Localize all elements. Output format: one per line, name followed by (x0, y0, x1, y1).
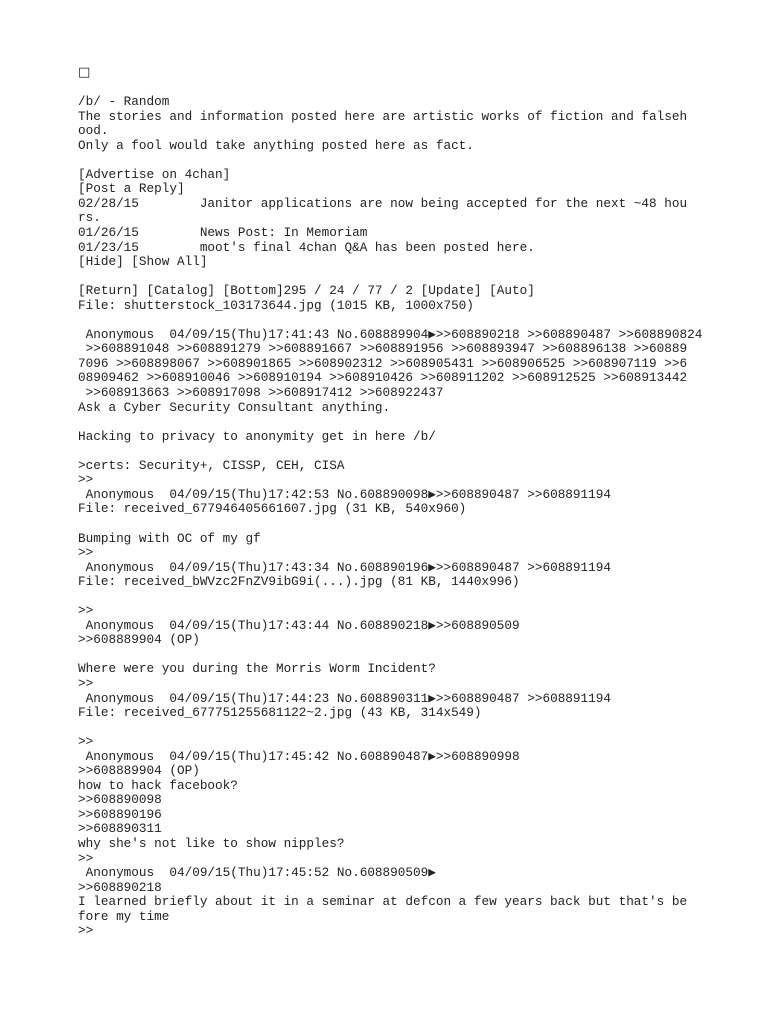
text-line: ood. (78, 123, 109, 139)
text-line: Only a fool would take anything posted here as fact. (78, 137, 474, 153)
text-line: [Post a Reply] (78, 181, 185, 197)
text-line: rs. (78, 210, 101, 226)
text-line: >>608890218 (78, 879, 162, 895)
text-line: >>608890311 (78, 821, 162, 837)
text-line: >> (78, 734, 94, 750)
text-line: 02/28/15 Janitor applications are now being accepted for the next ~48 hou (78, 195, 688, 211)
thread-text (78, 66, 758, 939)
text-line: >certs: Security+, CISSP, CEH, CISA (78, 457, 345, 473)
text-line: [Advertise on 4chan] (78, 166, 231, 182)
text-line: fore my time (78, 908, 170, 924)
text-line (78, 313, 758, 328)
text-line: >> (78, 545, 94, 561)
text-line: >>608889904 (OP) (78, 763, 200, 779)
missing-glyph-icon: □ (78, 65, 91, 80)
text-line (78, 517, 758, 532)
text-line: >>608891048 >>608891279 >>608891667 >>608891956 >>608893947 >>608896138 >>60889 (78, 341, 688, 357)
text-line: Anonymous 04/09/15(Thu)17:41:43 No.608889904▶>>608890218 >>608890487 >>608890824 (78, 326, 703, 342)
text-line (78, 270, 758, 285)
text-line: I learned briefly about it in a seminar at defcon a few years back but that's be (78, 894, 688, 910)
text-line: why she's not like to show nipples? (78, 835, 345, 851)
text-line: [Hide] [Show All] (78, 254, 208, 270)
text-line (78, 153, 758, 168)
text-line: File: received_677946405661607.jpg (31 KB, 540x960) (78, 501, 467, 517)
text-line: The stories and information posted here are artistic works of fiction and falseh (78, 108, 688, 124)
text-line: File: received_677751255681122~2.jpg (43 KB, 314x549) (78, 705, 482, 721)
text-line: >> (78, 603, 94, 619)
text-line: >>608889904 (OP) (78, 632, 200, 648)
text-line: 7096 >>608898067 >>608901865 >>608902312 >>608905431 >>608906525 >>608907119 >>6 (78, 355, 688, 371)
text-line: >> (78, 850, 94, 866)
text-line: File: received_bWVzc2FnZV9ibG9i(...).jpg (81 KB, 1440x996) (78, 574, 520, 590)
text-line: >>608890196 (78, 806, 162, 822)
text-line: 08909462 >>608910046 >>608910194 >>608910426 >>608911202 >>608912525 >>608913442 (78, 370, 688, 386)
text-line: 01/23/15 moot's final 4chan Q&A has been posted here. (78, 239, 535, 255)
text-line: Anonymous 04/09/15(Thu)17:44:23 No.608890311▶>>608890487 >>608891194 (78, 690, 611, 706)
text-line: File: shutterstock_103173644.jpg (1015 KB, 1000x750) (78, 297, 474, 313)
text-line (78, 648, 758, 663)
text-line (78, 415, 758, 430)
text-line (78, 81, 758, 96)
text-line: >> (78, 923, 94, 939)
text-line: Anonymous 04/09/15(Thu)17:45:52 No.608890509▶ (78, 865, 436, 881)
text-line: Where were you during the Morris Worm Incident? (78, 661, 436, 677)
text-line: >>608913663 >>608917098 >>608917412 >>608922437 (78, 385, 444, 401)
text-line: how to hack facebook? (78, 777, 238, 793)
text-line: [Return] [Catalog] [Bottom]295 / 24 / 77 / 2 [Update] [Auto] (78, 283, 535, 299)
text-line: Anonymous 04/09/15(Thu)17:43:44 No.608890218▶>>608890509 (78, 617, 520, 633)
text-line (78, 444, 758, 459)
text-line: Ask a Cyber Security Consultant anything. (78, 399, 391, 415)
text-line: /b/ - Random (78, 94, 170, 110)
text-line: >>608890098 (78, 792, 162, 808)
text-line: Hacking to privacy to anonymity get in here /b/ (78, 428, 436, 444)
text-line: >> (78, 675, 94, 691)
text-line: 01/26/15 News Post: In Memoriam (78, 225, 368, 241)
text-line (78, 721, 758, 736)
text-line: Anonymous 04/09/15(Thu)17:45:42 No.608890487▶>>608890998 (78, 748, 520, 764)
text-line: Bumping with OC of my gf (78, 530, 261, 546)
text-line (78, 590, 758, 605)
text-line: >> (78, 472, 94, 488)
text-line: Anonymous 04/09/15(Thu)17:42:53 No.608890098▶>>608890487 >>608891194 (78, 486, 611, 502)
text-line: Anonymous 04/09/15(Thu)17:43:34 No.608890196▶>>608890487 >>608891194 (78, 559, 611, 575)
